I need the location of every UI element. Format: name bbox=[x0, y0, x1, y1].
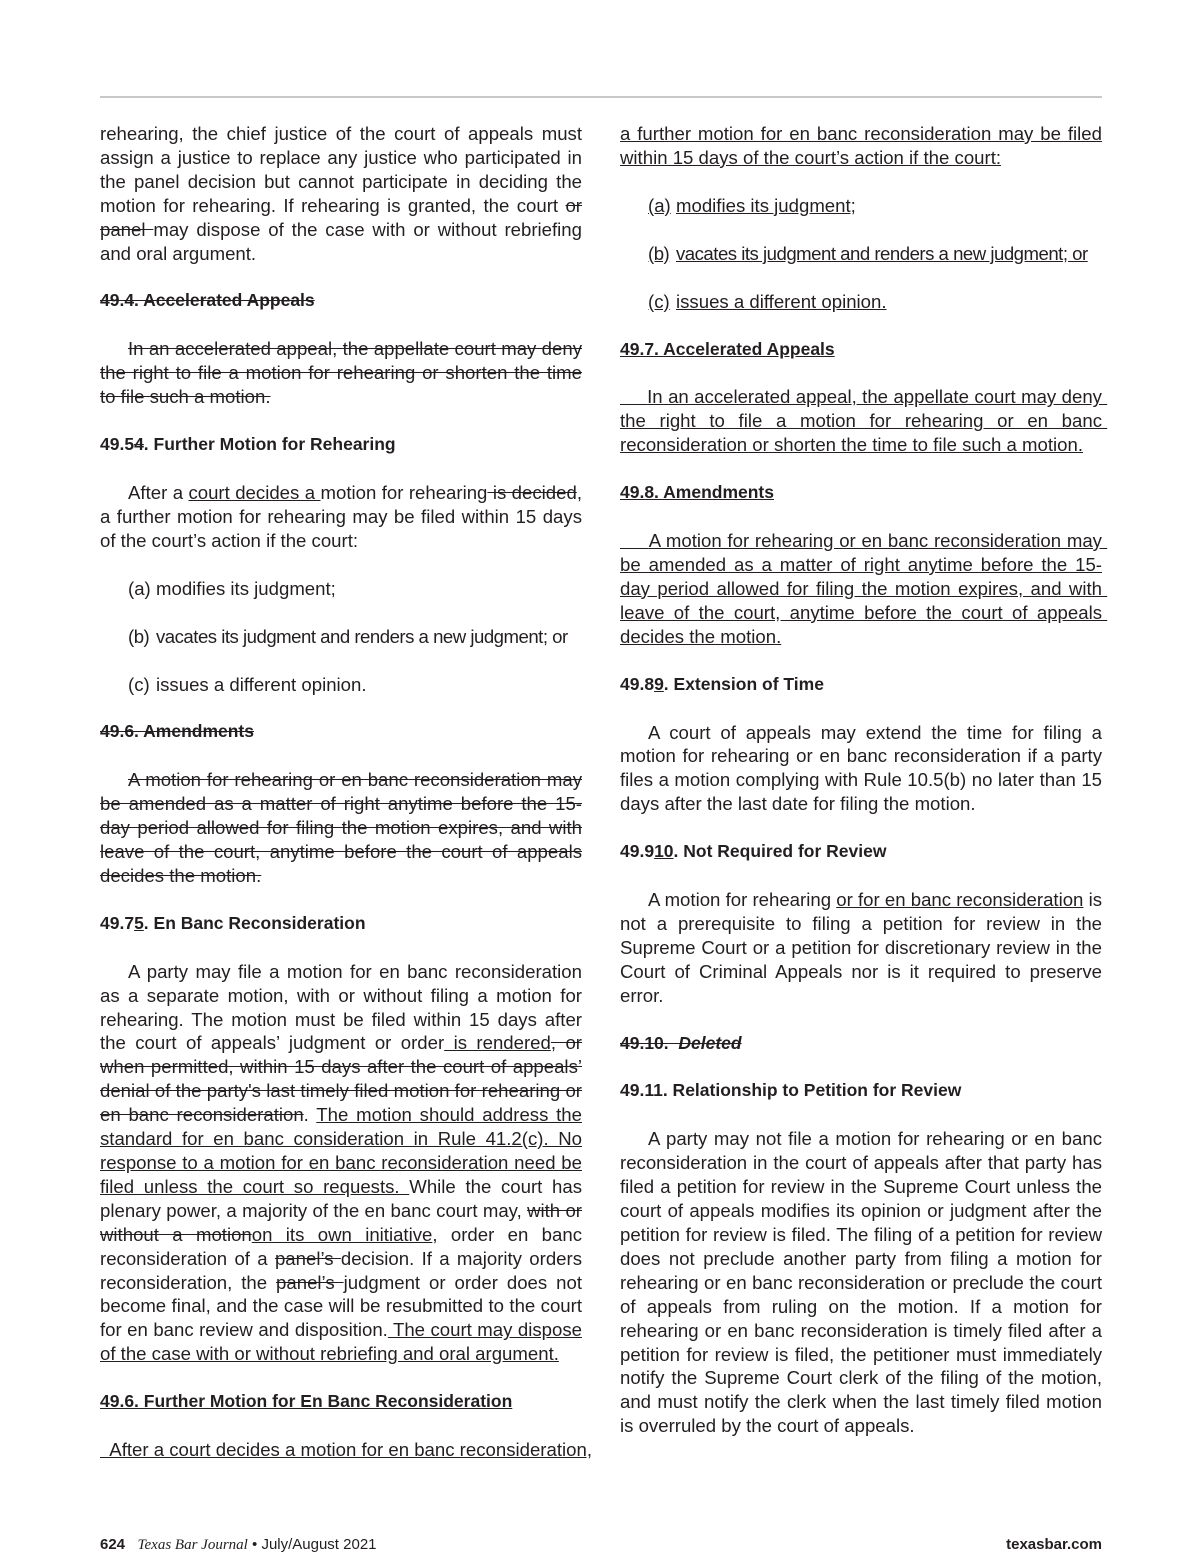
heading-49-6-amendments: 49.6. Amendments bbox=[100, 721, 254, 742]
not-required-paragraph: A motion for rehearing or for en banc reconsideration is not a prerequisite to filing a petition for review in the Supreme Court or a petition for discretionary review in the Court of Criminal Appeals nor is it required to preserve error. bbox=[620, 889, 1103, 1006]
rehearing-paragraph: rehearing, the chief justice of the court of appeals must assign a justice to replace any justice who participated in the panel decision but cannot participate in deciding the motion for rehearing. If rehearing is granted, the court or panel may dispose of the case with or without rebriefing and oral argument. bbox=[100, 123, 582, 264]
heading-en-banc-reconsideration: 49.75. En Banc Reconsideration bbox=[100, 912, 366, 933]
heading-relationship-to-petition: 49.11. Relationship to Petition for Review bbox=[620, 1080, 962, 1101]
heading-49-7-accelerated-appeals: 49.7. Accelerated Appeals bbox=[620, 338, 835, 359]
footer-bullet: • bbox=[252, 1536, 258, 1553]
right-column bbox=[620, 122, 1108, 1462]
relationship-paragraph: A party may not file a motion for rehearing or en banc reconsideration in the court of appeals after that party has filed a petition for review in the Supreme Court unless the court of appeals modifies its opinion or judgment after the petition for review is filed. The filing of a petition for review does not preclude another party from filing a motion for rehearing or en banc reconsideration or preclude the court of appeals from ruling on the motion. If a motion for rehearing or en banc reconsideration is timely filed after a petition for review is filed, the petitioner must immediately notify the Supreme Court clerk of the filing of the motion, and must notify the clerk when the last timely filed motion is overruled by the court of appeals. bbox=[620, 1128, 1102, 1437]
list-item-a: (a) modifies its judgment; bbox=[128, 577, 336, 599]
heading-extension-of-time: 49.89. Extension of Time bbox=[620, 673, 824, 694]
heading-further-motion-en-banc: 49.6. Further Motion for En Banc Reconsideration bbox=[100, 1391, 513, 1412]
heading-49-10-deleted: 49.10. Deleted bbox=[620, 1032, 742, 1053]
page-footer bbox=[100, 1536, 1102, 1554]
further-motion-paragraph: After a court decides a motion for rehearing is decided, a further motion for rehearing may be filed within 15 days of the court’s action if the court: bbox=[100, 481, 582, 551]
journal-title: Texas Bar Journal bbox=[137, 1537, 248, 1553]
list-item-c-inserted: (c) issues a different opinion. bbox=[648, 290, 887, 312]
heading-49-8-amendments: 49.8. Amendments bbox=[620, 482, 774, 503]
list-item-c: (c) issues a different opinion. bbox=[128, 673, 367, 695]
further-en-banc-paragraph-cont: a further motion for en banc reconsideration may be filed within 15 days of the court’s action if the court: bbox=[620, 123, 1102, 168]
extension-paragraph: A court of appeals may extend the time for filing a motion for rehearing or en banc reconsideration if a party files a motion complying with Rule 10.5(b) no later than 15 days after the last date for filing the motion. bbox=[620, 721, 1102, 815]
accelerated-appeals-deleted-paragraph: In an accelerated appeal, the appellate court may deny the right to file a motion for rehearing or shorten the time to file such a motion. bbox=[100, 338, 582, 408]
page-number: 624 bbox=[100, 1536, 126, 1553]
list-item-b-inserted: (b) vacates its judgment and renders a new judgment; or bbox=[648, 242, 1088, 264]
amendments-paragraph: A motion for rehearing or en banc reconsideration may be amended as a matter of right anytime before the 15-day period allowed for filing the motion expires, and with leave of the court, anytime before the court of appeals decides the motion. bbox=[620, 530, 1108, 647]
left-column bbox=[100, 122, 592, 1486]
heading-not-required-for-review: 49.910. Not Required for Review bbox=[620, 841, 887, 862]
accelerated-appeals-paragraph: In an accelerated appeal, the appellate court may deny the right to file a motion for rehearing or en banc reconsideration or shorten the time to file such a motion. bbox=[620, 386, 1108, 456]
en-banc-paragraph: A party may file a motion for en banc reconsideration as a separate motion, with or without filing a motion for rehearing. The motion must be filed within 15 days after the court of appeals’ judgment or order is rendered, or when permitted, within 15 days after the court of appeals’ denial of the party's last timely filed motion for rehearing or en banc reconsideration. The motion should address the standard for en banc consideration in Rule 41.2(c). No response to a motion for en banc reconsideration need be filed unless the court so requests. While the court has plenary power, a majority of the en banc court may, with or without a motionon its own initiative, order en banc reconsideration of a panel’s decision. If a majority orders reconsideration, the panel’s judgment or order does not become final, and the case will be resubmitted to the court for en banc review and disposition. The court may dispose of the case with or without rebriefing and oral argument. bbox=[100, 960, 583, 1365]
further-en-banc-paragraph-start: After a court decides a motion for en banc reconsideration, bbox=[100, 1439, 592, 1461]
list-item-b: (b) vacates its judgment and renders a new judgment; or bbox=[128, 625, 568, 647]
header-rule bbox=[100, 96, 1102, 98]
website-link[interactable]: texasbar.com bbox=[1006, 1536, 1102, 1553]
heading-49-4: 49.4. Accelerated Appeals bbox=[100, 290, 315, 311]
issue-date: July/August 2021 bbox=[261, 1536, 377, 1553]
heading-further-motion-rehearing: 49.54. Further Motion for Rehearing bbox=[100, 434, 396, 455]
amendments-deleted-paragraph: A motion for rehearing or en banc reconsideration may be amended as a matter of right anytime before the 15-day period allowed for filing the motion expires, and with leave of the court, anytime before the court of appeals decides the motion. bbox=[100, 769, 582, 886]
list-item-a-inserted: (a) modifies its judgment; bbox=[648, 194, 856, 216]
